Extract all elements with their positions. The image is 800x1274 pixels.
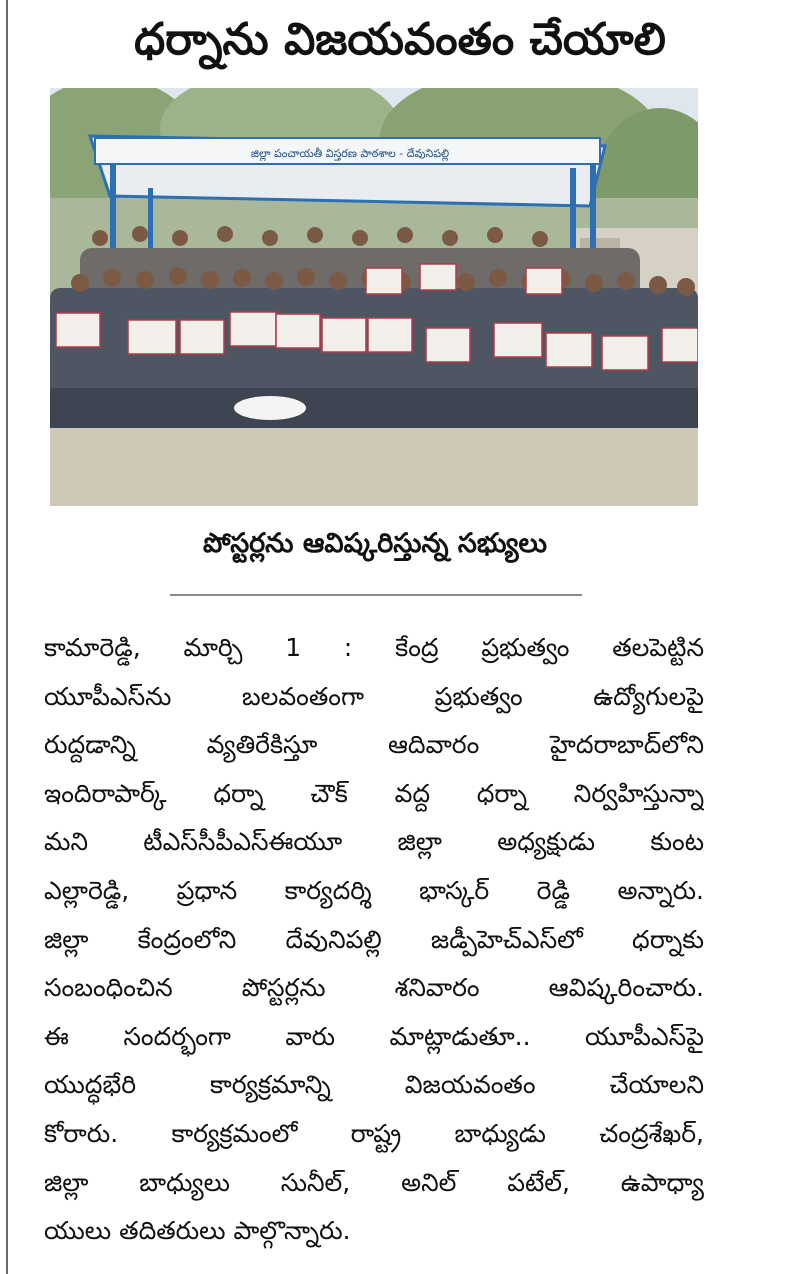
article-line: ఇందిరాపార్క్ ధర్నా చౌక్ వద్ద ధర్నా నిర్వహిస్తున్నా — [44, 778, 704, 808]
caption-divider — [170, 594, 582, 596]
article-line: ఎల్లారెడ్డి, ప్రధాన కార్యదర్శి భాస్కర్ రెడ్డి అన్నారు. — [44, 875, 704, 905]
article-line: మని టీఎస్‌సీపీఎస్ఈయూ జిల్లా అధ్యక్షుడు కుంట — [44, 827, 704, 857]
article-line: సంబంధించిన పోస్టర్లను శనివారం ఆవిష్కరించారు. — [44, 973, 704, 1003]
article-line: యులు తదితరులు పాల్గొన్నారు. — [44, 1216, 351, 1246]
article-body — [44, 624, 704, 1256]
news-photo — [50, 88, 698, 506]
article-line: రుద్దడాన్ని వ్యతిరేకిస్తూ ఆదివారం హైదరాబాద్‌లోని — [44, 730, 704, 760]
photo-caption: పోస్టర్లను ఆవిష్కరిస్తున్న సభ్యులు — [202, 528, 547, 559]
article-line: యుద్ధభేరి కార్యక్రమాన్ని విజయవంతం చేయాలని — [44, 1070, 704, 1100]
article-line: ఈ సందర్భంగా వారు మాట్లాడుతూ.. యూపీఎస్‌పై — [44, 1021, 704, 1051]
article-line: యూపీఎస్‌ను బలవంతంగా ప్రభుత్వం ఉద్యోగులపై — [44, 681, 704, 711]
article-line: జిల్లా బాధ్యులు సునీల్, అనిల్ పటేల్, ఉపాధ్యా — [44, 1167, 704, 1197]
article-line: కామారెడ్డి, మార్చి 1 : కేంద్ర ప్రభుత్వం తలపెట్టిన — [44, 633, 704, 662]
article-line: జిల్లా కేంద్రంలోని దేవునిపల్లి జడ్పీహెచ్‌ఎస్‌లో ధర్నాకు — [44, 924, 704, 954]
column-rule — [6, 0, 8, 1274]
group-photo-illustration — [50, 88, 698, 506]
article-line: కోరారు. కార్యక్రమంలో రాష్ట్ర బాధ్యుడు చంద్రశేఖర్, — [44, 1118, 704, 1148]
headline: ధర్నాను విజయవంతం చేయాలి — [134, 14, 666, 65]
shelter-banner-text: జిల్లా పంచాయతీ విస్తరణ పాఠశాల - దేవునిపల్లి — [250, 147, 450, 160]
